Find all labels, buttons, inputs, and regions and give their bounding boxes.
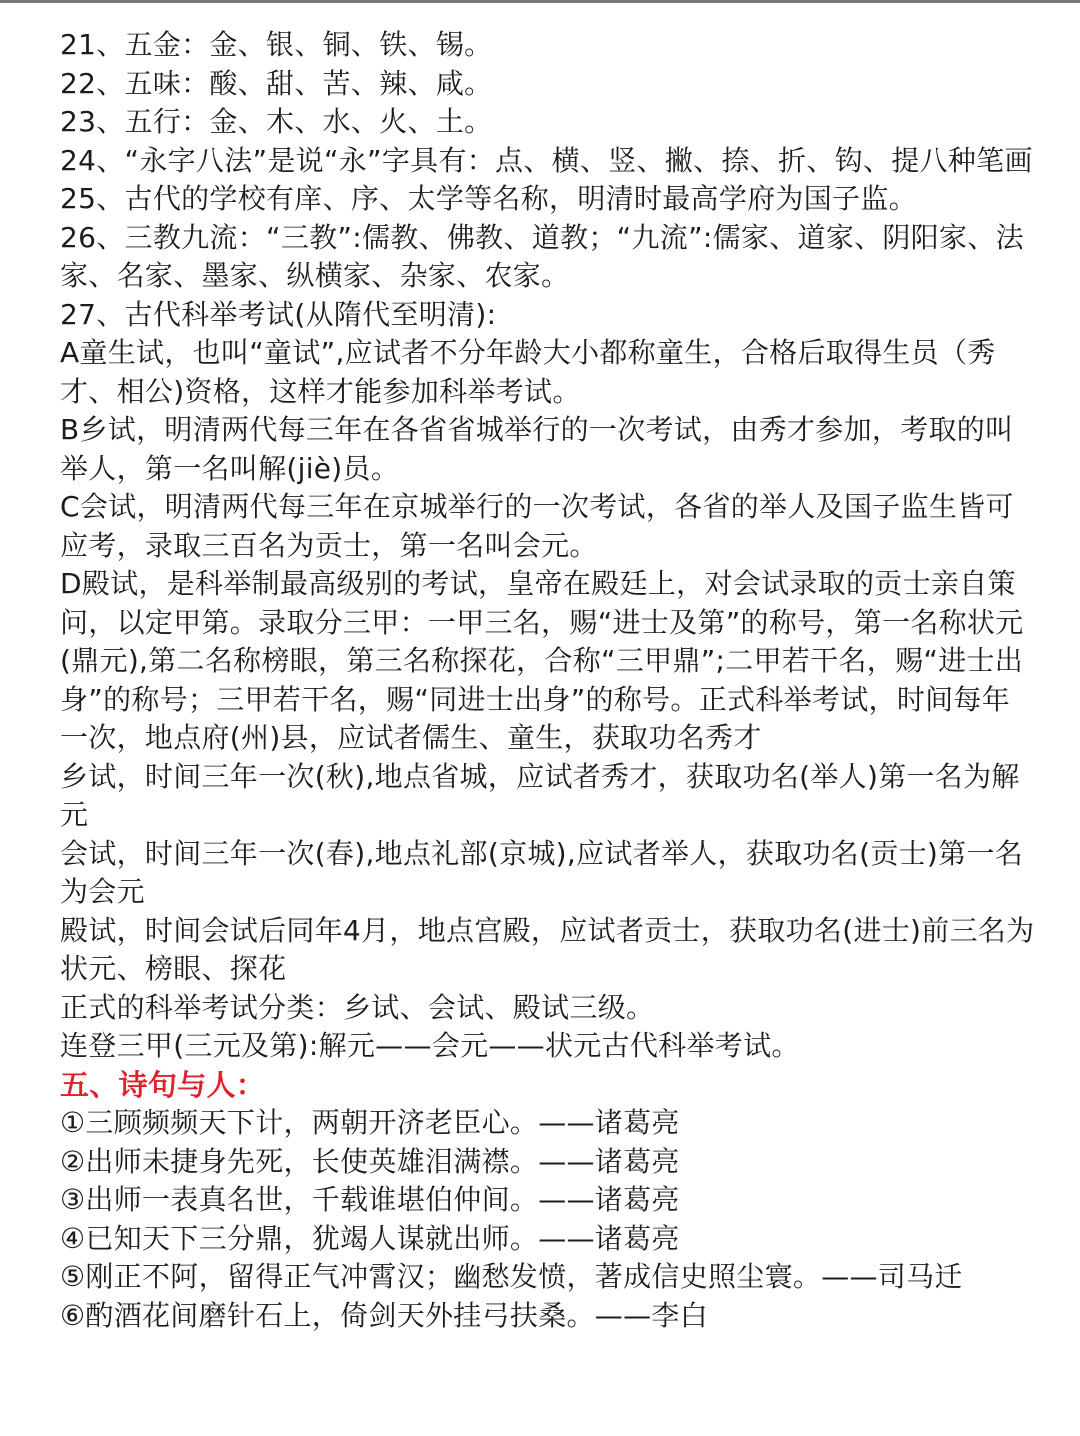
list-item-27: 27、古代科举考试(从隋代至明清):: [60, 297, 497, 331]
exam-classification: 正式的科举考试分类：乡试、会试、殿试三级。: [60, 990, 655, 1024]
poem-line-5: ⑤刚正不阿，留得正气冲霄汉；幽愁发愤，著成信史照尘寰。——司马迁: [60, 1260, 963, 1293]
exam-item-b: B乡试，明清两代每三年在各省省城举行的一次考试，由秀才参加，考取的叫举人，第一名叫解(jiè)员。: [60, 413, 1014, 485]
exam-item-c: C会试，明清两代每三年在京城举行的一次考试，各省的举人及国子监生皆可应考，录取三百名为贡士，第一名叫会元。: [60, 490, 1014, 562]
exam-dianshi: 殿试，时间会试后同年4月，地点宫殿，应试者贡士，获取功名(进士)前三名为状元、榜眼、探花: [60, 913, 1035, 985]
poem-line-2: ②出师未捷身先死，长使英雄泪满襟。——诸葛亮: [60, 1144, 680, 1178]
list-item-21: 21、五金：金、银、铜、铁、锡。: [60, 28, 493, 61]
poem-line-1: ①三顾频频天下计，两朝开济老臣心。——诸葛亮: [60, 1106, 680, 1139]
poem-line-3: ③出师一表真名世，千载谁堪伯仲间。——诸葛亮: [60, 1183, 680, 1216]
exam-huishi: 会试，时间三年一次(春),地点礼部(京城),应试者举人，获取功名(贡士)第一名为会元: [60, 836, 1024, 908]
poem-line-4: ④已知天下三分鼎，犹竭人谋就出师。——诸葛亮: [60, 1221, 680, 1255]
list-item-24: 24、“永字八法”是说“永”字具有：点、横、竖、撇、捺、折、钩、提八种笔画: [60, 143, 1033, 177]
exam-item-a: A童生试，也叫“童试”,应试者不分年龄大小都称童生，合格后取得生员（秀才、相公)资格，这样才能参加科举考试。: [60, 336, 996, 408]
exam-item-d: D殿试，是科举制最高级别的考试，皇帝在殿廷上，对会试录取的贡士亲自策问，以定甲第。录取分三甲：一甲三名，赐“进士及第”的称号，第一名称状元(鼎元),第二名称榜眼，第三名称探花，合称“三甲鼎”;二甲若干名，赐“进士出身”的称号；三甲若干名，赐“同进士出身”的称号。正式科举考试，时间每年一次，地点府(州)县，应试者儒生、童生，获取功名秀才: [60, 567, 1024, 754]
document-page: [60, 26, 1035, 1335]
list-item-25: 25、古代的学校有庠、序、太学等名称，明清时最高学府为国子监。: [60, 182, 917, 215]
poem-line-6: ⑥酌酒花间磨针石上，倚剑天外挂弓扶桑。——李白: [60, 1298, 709, 1332]
list-item-23: 23、五行：金、木、水、火、土。: [60, 105, 493, 138]
exam-sanyuan: 连登三甲(三元及第):解元——会元——状元古代科举考试。: [60, 1029, 800, 1062]
list-item-22: 22、五味：酸、甜、苦、辣、咸。: [60, 66, 493, 100]
section-heading-poems: 五、诗句与人：: [60, 1067, 266, 1102]
exam-xiangshi: 乡试，时间三年一次(秋),地点省城，应试者秀才，获取功名(举人)第一名为解元: [60, 759, 1020, 831]
top-border-line: [0, 0, 1080, 3]
list-item-26: 26、三教九流：“三教”:儒教、佛教、道教；“九流”:儒家、道家、阴阳家、法家、名家、墨家、纵横家、杂家、农家。: [60, 220, 1024, 292]
